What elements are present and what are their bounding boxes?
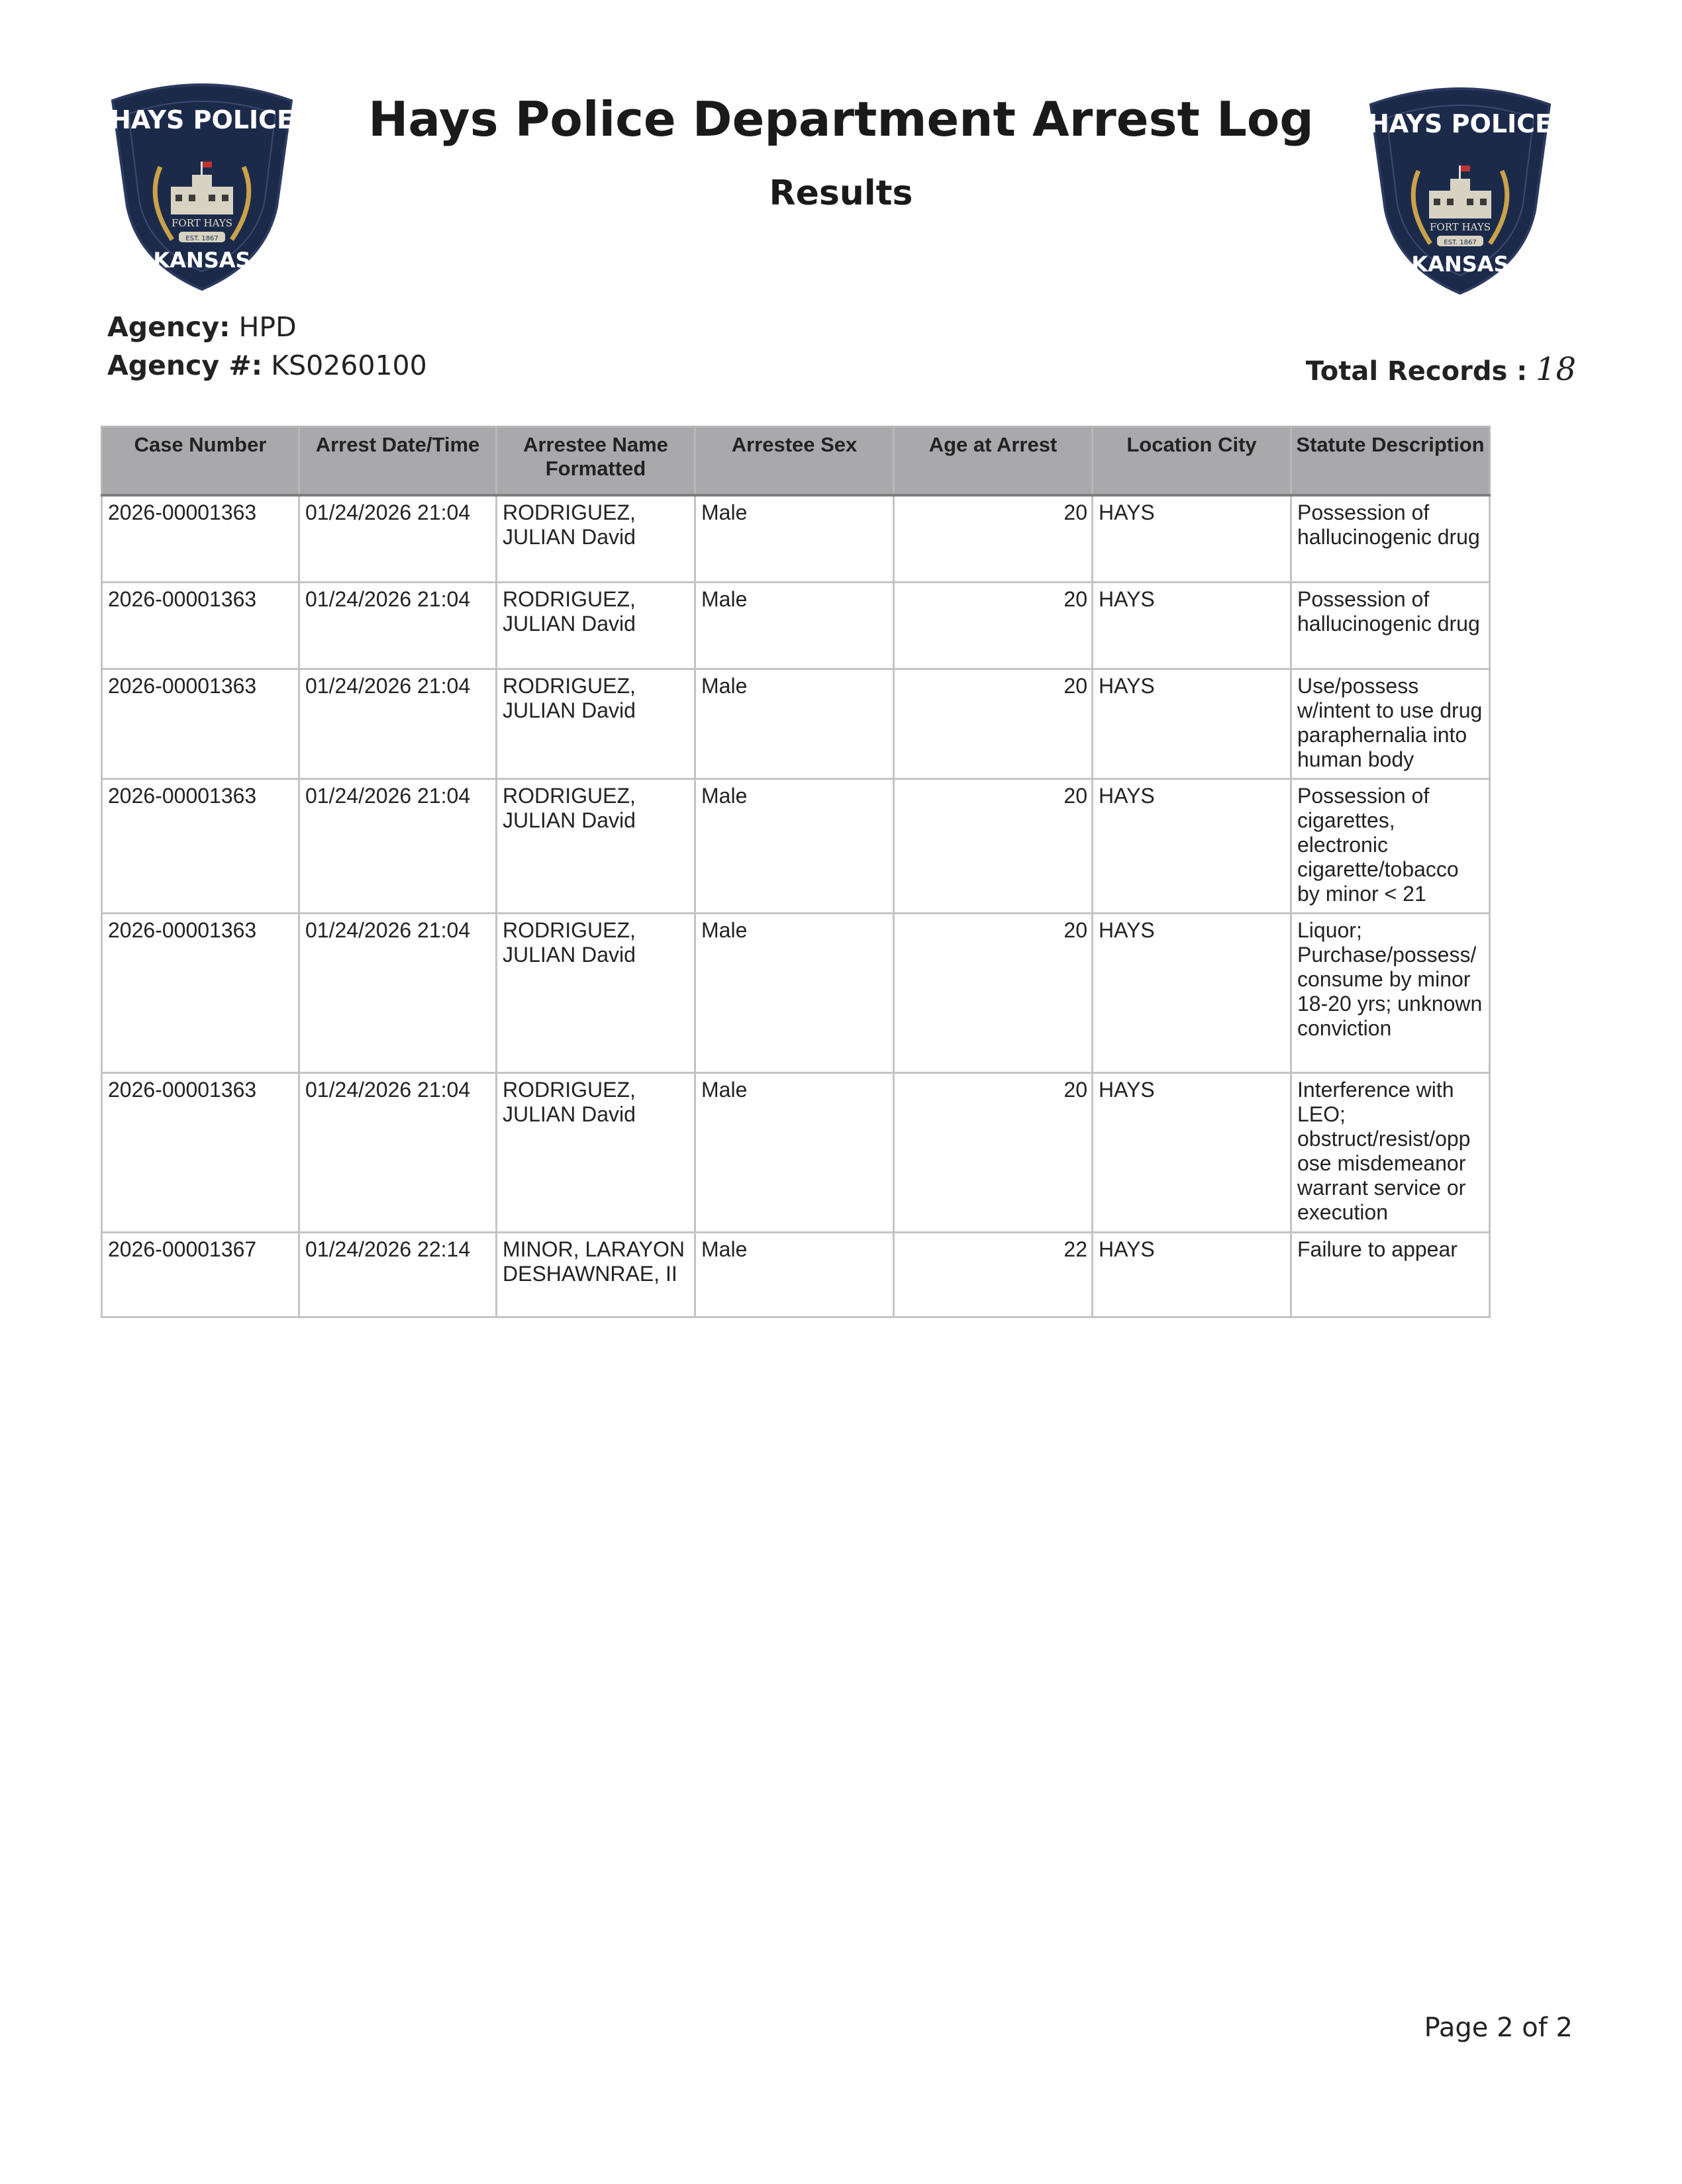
cell-location-city: HAYS <box>1093 1232 1291 1317</box>
badge-bottom-text: KANSAS <box>153 248 251 273</box>
table-row <box>102 913 1490 1072</box>
cell-arrestee-sex: Male <box>695 1232 894 1317</box>
cell-arrest-datetime: 01/24/2026 21:04 <box>299 582 497 669</box>
column-header-arrestee-sex: Arrestee Sex <box>695 427 894 496</box>
cell-location-city: HAYS <box>1093 913 1291 1072</box>
total-records-value: 18 <box>1535 351 1576 388</box>
badge-top-text: HAYS POLICE <box>1367 109 1553 138</box>
agency-label: Agency: <box>107 311 230 343</box>
cell-arrestee-name: RODRIGUEZ, JULIAN David <box>497 779 695 913</box>
badge-middle-text: FORT HAYS <box>1430 221 1491 233</box>
cell-arrestee-sex: Male <box>695 1072 894 1232</box>
cell-age-at-arrest: 22 <box>894 1232 1093 1317</box>
total-records-label: Total Records : <box>1305 356 1528 387</box>
cell-statute-description: Possession of hallucinogenic drug <box>1291 582 1490 669</box>
cell-case-number: 2026-00001363 <box>102 779 299 913</box>
cell-arrestee-name: RODRIGUEZ, JULIAN David <box>497 913 695 1072</box>
table-header-row <box>102 427 1490 496</box>
total-records <box>1306 351 1576 388</box>
cell-case-number: 2026-00001363 <box>102 495 299 582</box>
cell-arrestee-sex: Male <box>695 669 894 779</box>
cell-age-at-arrest: 20 <box>894 1072 1093 1232</box>
cell-age-at-arrest: 20 <box>894 495 1093 582</box>
agency-value: HPD <box>238 311 297 343</box>
agency-number-value: KS0260100 <box>271 350 427 381</box>
badge-middle-text: FORT HAYS <box>172 217 232 229</box>
cell-statute-description: Possession of hallucinogenic drug <box>1291 495 1490 582</box>
table-row <box>102 1232 1490 1317</box>
badge-est-text: EST. 1867 <box>1444 239 1477 246</box>
cell-age-at-arrest: 20 <box>894 669 1093 779</box>
agency-line <box>107 311 297 343</box>
cell-arrest-datetime: 01/24/2026 21:04 <box>299 495 497 582</box>
cell-location-city: HAYS <box>1093 669 1291 779</box>
column-header-arrest-datetime: Arrest Date/Time <box>299 427 497 496</box>
cell-arrest-datetime: 01/24/2026 22:14 <box>299 1232 497 1317</box>
column-header-age-at-arrest: Age at Arrest <box>894 427 1093 496</box>
cell-arrest-datetime: 01/24/2026 21:04 <box>299 913 497 1072</box>
cell-statute-description: Use/possess w/intent to use drug paraphernalia into human body <box>1291 669 1490 779</box>
table-row <box>102 582 1490 669</box>
cell-arrest-datetime: 01/24/2026 21:04 <box>299 779 497 913</box>
table-row <box>102 495 1490 582</box>
cell-arrestee-name: MINOR, LARAYON DESHAWNRAE, II <box>497 1232 695 1317</box>
cell-statute-description: Liquor; Purchase/possess/ consume by minor 18-20 yrs; unknown conviction <box>1291 913 1490 1072</box>
cell-statute-description: Failure to appear <box>1291 1232 1490 1317</box>
cell-statute-description: Possession of cigarettes, electronic cigarette/tobacco by minor < 21 <box>1291 779 1490 913</box>
agency-number-line <box>107 350 427 381</box>
cell-arrest-datetime: 01/24/2026 21:04 <box>299 1072 497 1232</box>
column-header-arrestee-name: Arrestee Name Formatted <box>497 427 695 496</box>
cell-arrestee-sex: Male <box>695 495 894 582</box>
cell-location-city: HAYS <box>1093 1072 1291 1232</box>
cell-arrestee-sex: Male <box>695 913 894 1072</box>
cell-location-city: HAYS <box>1093 779 1291 913</box>
cell-arrestee-sex: Male <box>695 779 894 913</box>
column-header-location-city: Location City <box>1093 427 1291 496</box>
column-header-case-number: Case Number <box>102 427 299 496</box>
cell-age-at-arrest: 20 <box>894 779 1093 913</box>
page-subtitle: Results <box>769 173 913 213</box>
cell-case-number: 2026-00001363 <box>102 913 299 1072</box>
cell-statute-description: Interference with LEO; obstruct/resist/opp ose misdemeanor warrant service or execution <box>1291 1072 1490 1232</box>
cell-location-city: HAYS <box>1093 495 1291 582</box>
cell-arrest-datetime: 01/24/2026 21:04 <box>299 669 497 779</box>
badge-bottom-text: KANSAS <box>1411 252 1509 277</box>
cell-case-number: 2026-00001363 <box>102 669 299 779</box>
cell-case-number: 2026-00001363 <box>102 582 299 669</box>
cell-arrestee-name: RODRIGUEZ, JULIAN David <box>497 582 695 669</box>
cell-arrestee-sex: Male <box>695 582 894 669</box>
table-row <box>102 1072 1490 1232</box>
cell-location-city: HAYS <box>1093 582 1291 669</box>
cell-arrestee-name: RODRIGUEZ, JULIAN David <box>497 669 695 779</box>
page-title: Hays Police Department Arrest Log <box>368 91 1314 147</box>
agency-number-label: Agency #: <box>107 350 263 381</box>
arrest-log-table <box>101 426 1491 1318</box>
cell-case-number: 2026-00001367 <box>102 1232 299 1317</box>
cell-case-number: 2026-00001363 <box>102 1072 299 1232</box>
page-number: Page 2 of 2 <box>1424 2013 1573 2043</box>
table-row <box>102 779 1490 913</box>
badge-top-text: HAYS POLICE <box>109 105 295 134</box>
column-header-statute-description: Statute Description <box>1291 427 1490 496</box>
cell-age-at-arrest: 20 <box>894 913 1093 1072</box>
cell-age-at-arrest: 20 <box>894 582 1093 669</box>
badge-est-text: EST. 1867 <box>185 235 219 242</box>
cell-arrestee-name: RODRIGUEZ, JULIAN David <box>497 495 695 582</box>
table-row <box>102 669 1490 779</box>
cell-arrestee-name: RODRIGUEZ, JULIAN David <box>497 1072 695 1232</box>
